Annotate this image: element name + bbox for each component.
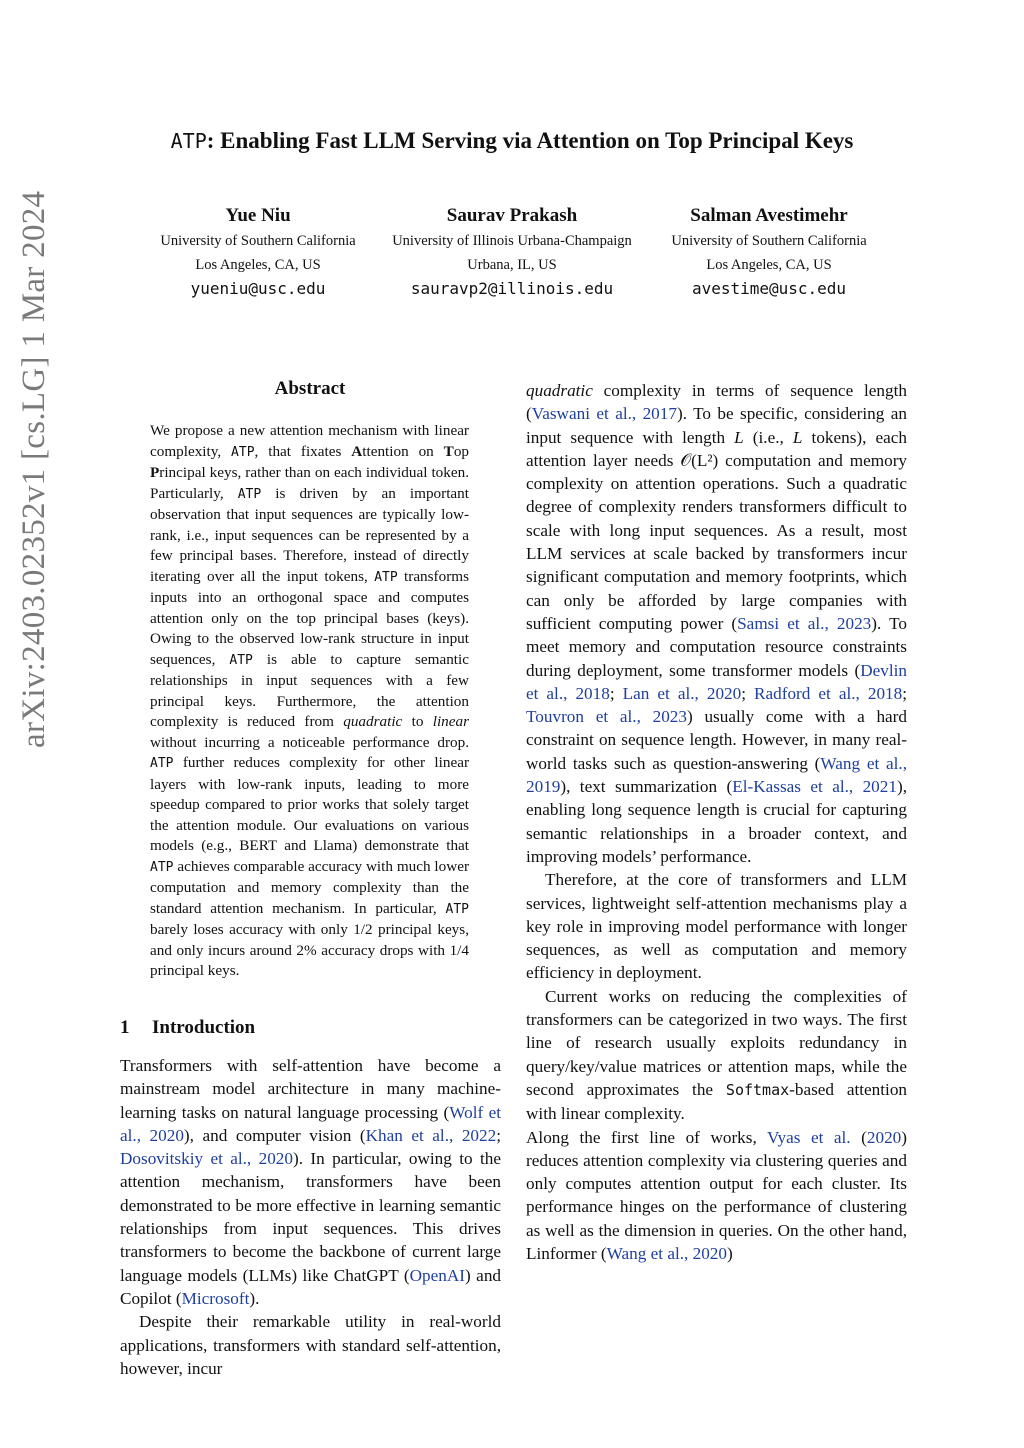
author-email[interactable]: yueniu@usc.edu [190, 279, 326, 298]
citation-link[interactable]: Vaswani et al., 2017 [531, 404, 677, 424]
citation-link[interactable]: El-Kassas et al., 2021 [732, 777, 897, 797]
author-email[interactable]: avestime@usc.edu [691, 279, 847, 298]
citation-link[interactable]: Wang et al., 2020 [606, 1243, 727, 1263]
section-title: Introduction [152, 1017, 256, 1038]
atp-term: ATP [150, 756, 174, 771]
paragraph: Transformers with self-attention have become a mainstream model architecture in many machine-learning tasks on natural language processing (Wolf et al., 2020), and computer vision (Khan et al., 2022; Dosovitskiy et al., 2020). In particular, owing to the attention mechanism, transformers have been demonstrated to be more effective in learning semantic relationships from input sequences. This drives transformers to become the backbone of current large language models (LLMs) like ChatGPT (OpenAI) and Copilot (Microsoft). [120, 1056, 502, 1308]
author-block-3 [624, 203, 914, 301]
left-column-text [120, 1054, 501, 1380]
paragraph: Along the first line of works, Vyas et al. (2020) reduces attention complexity via clustering queries and only computes attention output for each cluster. Its performance hinges on the performance of clustering as well as the dimension in queries. On the other hand, Linformer (Wang et al., 2020) [526, 1127, 907, 1263]
author-location: Los Angeles, CA, US [195, 257, 321, 273]
author-email[interactable]: sauravp2@illinois.edu [410, 279, 614, 298]
author-name: Saurav Prakash [446, 205, 578, 226]
author-name: Yue Niu [225, 205, 291, 226]
citation-link[interactable]: Lan et al., 2020 [622, 683, 742, 703]
citation-link[interactable]: Touvron et al., 2023 [526, 707, 687, 727]
citation-link[interactable]: OpenAI [409, 1265, 465, 1285]
citation-link[interactable]: Khan et al., 2022 [365, 1125, 497, 1145]
author-name: Salman Avestimehr [690, 205, 848, 226]
atp-term: ATP [445, 901, 469, 917]
author-block-2 [367, 203, 657, 301]
paragraph: quadratic complexity in terms of sequence length (Vaswani et al., 2017). To be specific, considering an input sequence with length L (i.e., L tokens), each attention layer needs 𝒪(L²) computation and memory complexity on attention operations. Such a quadratic degree of complexity renders transformers difficult to scale with long input sequences. As a result, most LLM services at scale backed by transformers incur significant computation and memory footprints, which can only be afforded by large companies with sufficient computing power (Samsi et al., 2023). To meet memory and computation resource constraints during deployment, some transformer models (Devlin et al., 2018; Lan et al., 2020; Radford et al., 2018; Touvron et al., 2023) usually come with a hard constraint on sequence length. However, in many real-world tasks such as question-answering (Wang et al., 2019), text summarization (El-Kassas et al., 2021), enabling long sequence length is crucial for capturing semantic relationships in a broader context, and improving models’ performance. [526, 381, 908, 866]
citation-link[interactable]: Microsoft [181, 1288, 250, 1308]
author-location: Los Angeles, CA, US [706, 257, 832, 273]
author-location: Urbana, IL, US [467, 257, 557, 273]
atp-term: ATP [237, 486, 262, 502]
citation-link[interactable]: Dosovitskiy et al., 2020 [120, 1149, 293, 1169]
atp-term: ATP [231, 444, 255, 460]
citation-link[interactable]: Wolf et al., 2020 [120, 1102, 501, 1145]
softmax-term: Softmax [725, 1080, 790, 1099]
paragraph: Therefore, at the core of transformers and LLM services, lightweight self-attention mechanisms play a key role in improving model performance with longer sequences, as well as computation and memory efficiency in deployment. [526, 870, 907, 983]
section-number: 1 [120, 1017, 130, 1038]
paragraph: Despite their remarkable utility in real-world applications, transformers with standard self-attention, however, incur [120, 1312, 501, 1378]
paper-title [0, 128, 1024, 154]
paragraph: Current works on reducing the complexities of transformers can be categorized in two ways. The first line of research usually exploits redundancy in query/key/value matrices or attention maps, while the second approximates the Softmax-based attention with linear complexity. [526, 986, 908, 1124]
author-affiliation: University of Illinois Urbana-Champaign [392, 233, 632, 249]
atp-term: ATP [374, 569, 398, 585]
citation-link[interactable]: Devlin et al., 2018 [526, 660, 907, 703]
arxiv-identifier: arXiv:2403.02352v1 [cs.LG] 1 Mar 2024 [16, 190, 52, 748]
author-affiliation: University of Southern California [671, 233, 867, 249]
right-column-text [526, 379, 907, 1265]
title-prefix: ATP [170, 129, 207, 153]
section-heading-introduction [120, 1017, 255, 1039]
citation-link[interactable]: Radford et al., 2018 [754, 683, 903, 703]
citation-link[interactable]: Wang et al., 2019 [526, 753, 907, 797]
atp-term: ATP [150, 859, 174, 875]
title-rest: : Enabling Fast LLM Serving via Attention on Top Principal Keys [206, 128, 854, 153]
author-block-1 [113, 203, 403, 301]
atp-term: ATP [229, 652, 253, 668]
abstract-text: We propose a new attention mechanism with linear complexity, ATP, that fixates Attention on Top Principal keys, rather than on each individual token. Particularly, ATP is driven by an important observation that input sequences are typically low-rank, i.e., input sequences can be represented by a few principal bases. Therefore, instead of directly iterating over all the input tokens, ATP transforms inputs into an orthogonal space and computes attention only on the top principal bases (keys). Owing to the observed low-rank structure in input sequences, ATP is able to capture semantic relationships in input sequences with a few principal keys. Furthermore, the attention complexity is reduced from quadratic to linear without incurring a noticeable performance drop. ATP further reduces complexity for other linear layers with low-rank inputs, leading to more speedup compared to prior works that solely target the attention module. Our evaluations on various models (e.g., BERT and Llama) demonstrate that ATP achieves comparable accuracy with much lower computation and memory complexity than the standard attention mechanism. In particular, ATP barely loses accuracy with only 1/2 principal keys, and only incurs around 2% accuracy drops with 1/4 principal keys. [150, 422, 469, 979]
big-o-notation: 𝒪(L²) [680, 450, 719, 470]
author-affiliation: University of Southern California [160, 233, 356, 249]
citation-link[interactable]: 2020 [866, 1127, 902, 1147]
citation-link[interactable]: Vyas et al. [767, 1127, 851, 1147]
abstract-heading: Abstract [274, 378, 346, 399]
citation-link[interactable]: Samsi et al., 2023 [737, 613, 872, 633]
